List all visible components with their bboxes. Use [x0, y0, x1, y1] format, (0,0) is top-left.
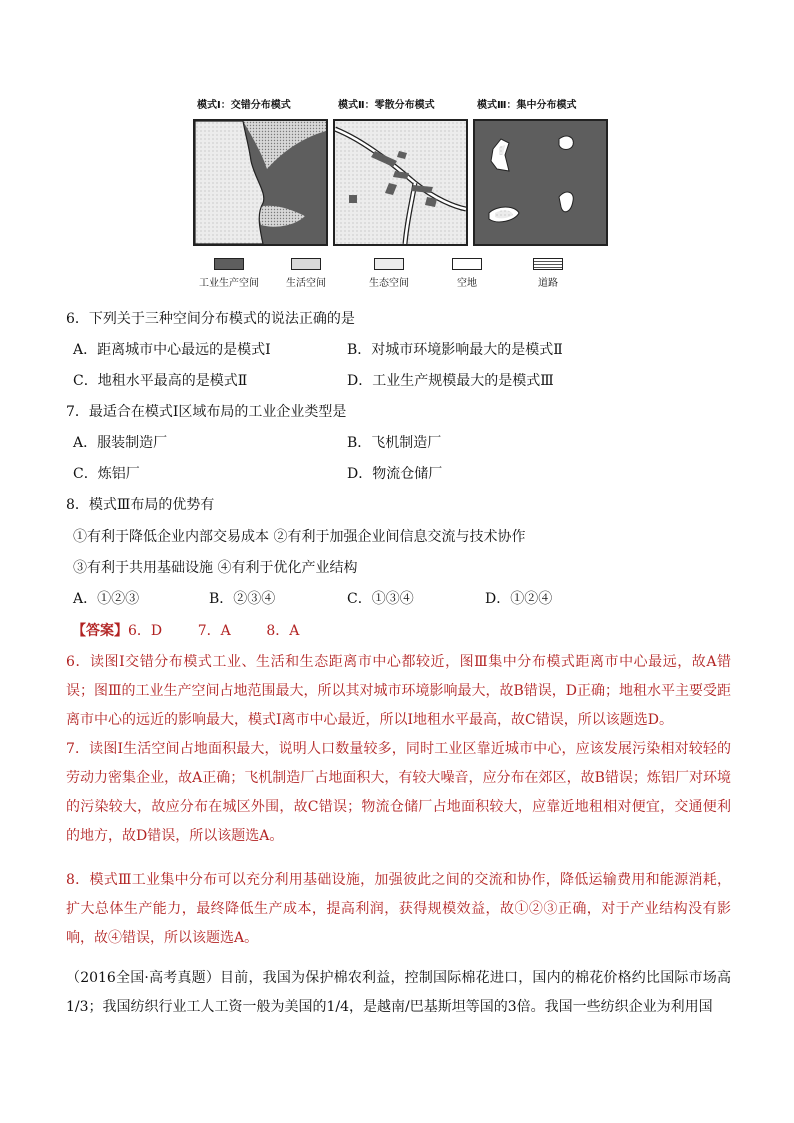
q7-option-a[interactable]: A．服装制造厂	[73, 435, 168, 451]
q6-option-a[interactable]: A．距离城市中心最远的是模式Ⅰ	[73, 342, 271, 358]
panel-title-2: 模式Ⅱ：零散分布模式	[338, 100, 435, 111]
answer-tag: 【答案】	[72, 623, 128, 639]
next-question-material: （2016全国·高考真题）目前，我国为保护棉农利益，控制国际棉花进口，国内的棉花价格约比国际市场高1/3；我国纺织行业工人工资一般为美国的1/4，是越南/巴基斯坦等国的3倍。我国一些纺织企业为利用国	[66, 970, 731, 1015]
answer-line	[72, 621, 299, 641]
panel-title-3: 模式Ⅲ：集中分布模式	[477, 100, 577, 111]
explanation-7: 7．读图Ⅰ生活空间占地面积最大，说明人口数量较多，同时工业区靠近城市中心，应该发展污染相对较轻的劳动力密集企业，故A正确；飞机制造厂占地面积大，有较大噪音，应分布在郊区，故B错误；炼铝厂对环境的污染较大，故应分布在城区外围，故C错误；物流仓储厂占地面积较大，应靠近地租相对便宜，交通便利的地方，故D错误，所以该题选A。	[66, 741, 731, 844]
legend-industrial: 工业生产空间	[199, 258, 259, 289]
q7-stem: 7．最适合在模式Ⅰ区域布局的工业企业类型是	[66, 404, 347, 420]
panel-title-1: 模式Ⅰ：交错分布模式	[197, 100, 291, 111]
legend-vacant: 空地	[450, 258, 484, 289]
legend-living: 生活空间	[281, 258, 331, 289]
q6-stem: 6．下列关于三种空间分布模式的说法正确的是	[66, 311, 355, 327]
q8-stem: 8．模式Ⅲ布局的优势有	[66, 497, 215, 513]
q6-option-d[interactable]: D．工业生产规模最大的是模式Ⅲ	[347, 373, 554, 389]
spatial-pattern-figure	[193, 96, 608, 296]
pattern-2-map	[333, 119, 468, 246]
q7-option-b[interactable]: B．飞机制造厂	[347, 435, 442, 451]
q8-option-c[interactable]: C．①③④	[347, 591, 414, 607]
q8-statements-2: ③有利于共用基础设施 ④有利于优化产业结构	[73, 560, 358, 576]
answer-values: 6．D 7．A 8．A	[128, 623, 300, 639]
q8-statements-1: ①有利于降低企业内部交易成本 ②有利于加强企业间信息交流与技术协作	[73, 529, 526, 545]
q8-option-b[interactable]: B．②③④	[209, 591, 276, 607]
q8-option-d[interactable]: D．①②④	[485, 591, 553, 607]
q8-option-a[interactable]: A．①②③	[73, 591, 140, 607]
q7-option-d[interactable]: D．物流仓储厂	[347, 466, 443, 482]
legend-ecological: 生态空间	[364, 258, 414, 289]
legend-road: 道路	[531, 258, 565, 289]
q7-option-c[interactable]: C．炼铝厂	[73, 466, 140, 482]
q6-option-c[interactable]: C．地租水平最高的是模式Ⅱ	[73, 373, 248, 389]
explanation-6: 6．读图Ⅰ交错分布模式工业、生活和生态距离市中心都较近，图Ⅲ集中分布模式距离市中心最远，故A错误；图Ⅲ的工业生产空间占地范围最大，所以其对城市环境影响最大，故B错误，D正确；地租水平主要受距离市中心的远近的影响最大，模式Ⅰ离市中心最近，所以Ⅰ地租水平最高，故C错误，所以该题选D。	[66, 654, 732, 728]
pattern-1-map	[193, 119, 328, 246]
q6-option-b[interactable]: B．对城市环境影响最大的是模式Ⅱ	[347, 342, 563, 358]
explanation-8: 8．模式Ⅲ工业集中分布可以充分利用基础设施，加强彼此之间的交流和协作，降低运输费用和能源消耗，扩大总体生产能力，最终降低生产成本，提高利润，获得规模效益，故①②③正确，对于产业结构没有影响，故④错误，所以该题选A。	[66, 872, 731, 946]
pattern-3-map	[473, 119, 608, 246]
